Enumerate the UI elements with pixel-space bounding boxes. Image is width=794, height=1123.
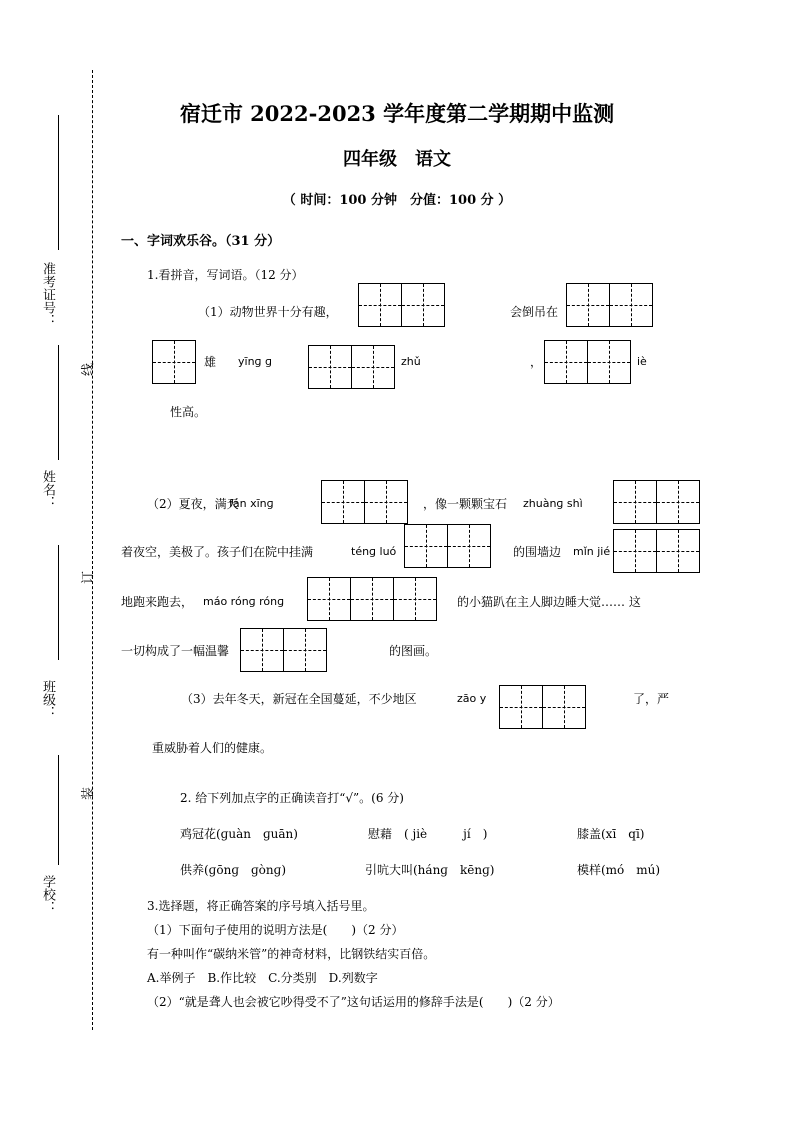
answer-grid-8[interactable] [404, 524, 491, 568]
answer-grid-2[interactable] [566, 283, 653, 327]
answer-grid-11[interactable] [240, 628, 327, 672]
pinyin-maorongrong: máo rónɡ rónɡ [203, 595, 285, 608]
answer-grid-9[interactable] [613, 529, 700, 573]
binding-mark-xian: 线 [81, 362, 97, 377]
page-title: 宿迁市 2022-2023 学年度第二学期期中监测 [179, 101, 615, 126]
q2-item-1: 鸡冠花(ɡuàn ɡuān) [180, 827, 298, 841]
q2-item-5: 引吭大叫(hánɡ kēnɡ) [365, 863, 495, 877]
pinyin-yingg: yīnɡ ɡ [238, 355, 272, 368]
q2-item-4: 供养(ɡōnɡ ɡònɡ) [180, 863, 286, 877]
exam-id-label: 准考证号： [40, 262, 55, 327]
q2-stem: 2. 给下列加点字的正确读音打“√”。(6 分) [180, 791, 404, 805]
q1-p2-f: 的小猫趴在主人脚边睡大觉…… 这 [457, 595, 641, 609]
q1-p3-a: （3）去年冬天，新冠在全国蔓延，不少地区 [181, 692, 417, 706]
q2-item-6: 模样(mó mú) [577, 863, 661, 877]
answer-grid-10[interactable] [307, 577, 437, 621]
q2-item-3: 膝盖(xī qī) [577, 827, 645, 841]
answer-grid-3[interactable] [152, 340, 196, 384]
q1-p1-e: 性高。 [170, 405, 207, 419]
q1-p3-c: 重威胁着人们的健康。 [152, 741, 273, 755]
q3-sub1-options: A.举例子 B.作比较 C.分类别 D.列数字 [147, 971, 378, 985]
q1-p1-d: ， [530, 355, 543, 369]
name-label: 姓名： [40, 470, 55, 509]
q1-p3-b: 了，严 [633, 692, 670, 706]
q3-sub2: （2）“就是聋人也会被它吵得受不了”这句话运用的修辞手法是( )（2 分） [147, 995, 560, 1009]
binding-line [92, 70, 93, 1030]
class-line [58, 545, 59, 660]
time-info: （ 时间：100 分钟 分值：100 分 ） [282, 193, 512, 208]
q1-p1-a: （1）动物世界十分有趣， [198, 305, 338, 319]
school-label: 学校： [40, 875, 55, 914]
answer-grid-7[interactable] [613, 480, 700, 524]
class-label: 班级： [40, 680, 55, 719]
answer-grid-5[interactable] [544, 340, 631, 384]
q3-stem: 3.选择题，将正确答案的序号填入括号里。 [147, 899, 375, 913]
q1-p2-c: 着夜空，美极了。孩子们在院中挂满 [121, 545, 314, 559]
binding-mark-zhuang: 装 [81, 786, 97, 801]
pinyin-fanxing: fán xīnɡ [229, 497, 274, 510]
section-1-heading: 一、字词欢乐谷。（31 分） [121, 234, 281, 249]
q1-p2-a: （2）夏夜，满天 [147, 497, 239, 511]
pinyin-ie: iè [637, 355, 647, 368]
name-line [58, 345, 59, 460]
q1-p2-b: ，像一颗颗宝石 [423, 497, 508, 511]
q1-stem: 1.看拼音，写词语。（12 分） [147, 268, 304, 282]
pinyin-tengluo: ténɡ luó [351, 545, 397, 558]
q1-p2-d: 的围墙边 [513, 545, 562, 559]
q2-item-2: 慰藉 ( jiè jí ) [368, 827, 488, 841]
q3-sub1-text: 有一种叫作“碳纳米管”的神奇材料，比钢铁结实百倍。 [147, 947, 436, 961]
exam-id-line [58, 115, 59, 250]
q1-p2-g: 一切构成了一幅温馨 [121, 644, 230, 658]
pinyin-zaoyang: zāo y [457, 692, 487, 705]
binding-mark-ding: 订 [81, 570, 97, 585]
pinyin-zhuangshi: zhuànɡ shì [523, 497, 583, 510]
pinyin-minjie: mǐn jié [573, 545, 611, 558]
q1-p2-e: 地跑来跑去， [121, 595, 194, 609]
q1-p1-c: 雄 [204, 355, 217, 369]
answer-grid-4[interactable] [308, 345, 395, 389]
pinyin-zhu: zhǔ [401, 355, 421, 368]
answer-grid-6[interactable] [321, 480, 408, 524]
page-subtitle: 四年级 语文 [343, 149, 451, 170]
q3-sub1: （1）下面句子使用的说明方法是( )（2 分） [147, 923, 404, 937]
q1-p2-h: 的图画。 [389, 644, 438, 658]
answer-grid-12[interactable] [499, 685, 586, 729]
school-line [58, 755, 59, 865]
q1-p1-b: 会倒吊在 [510, 305, 559, 319]
answer-grid-1[interactable] [358, 283, 445, 327]
